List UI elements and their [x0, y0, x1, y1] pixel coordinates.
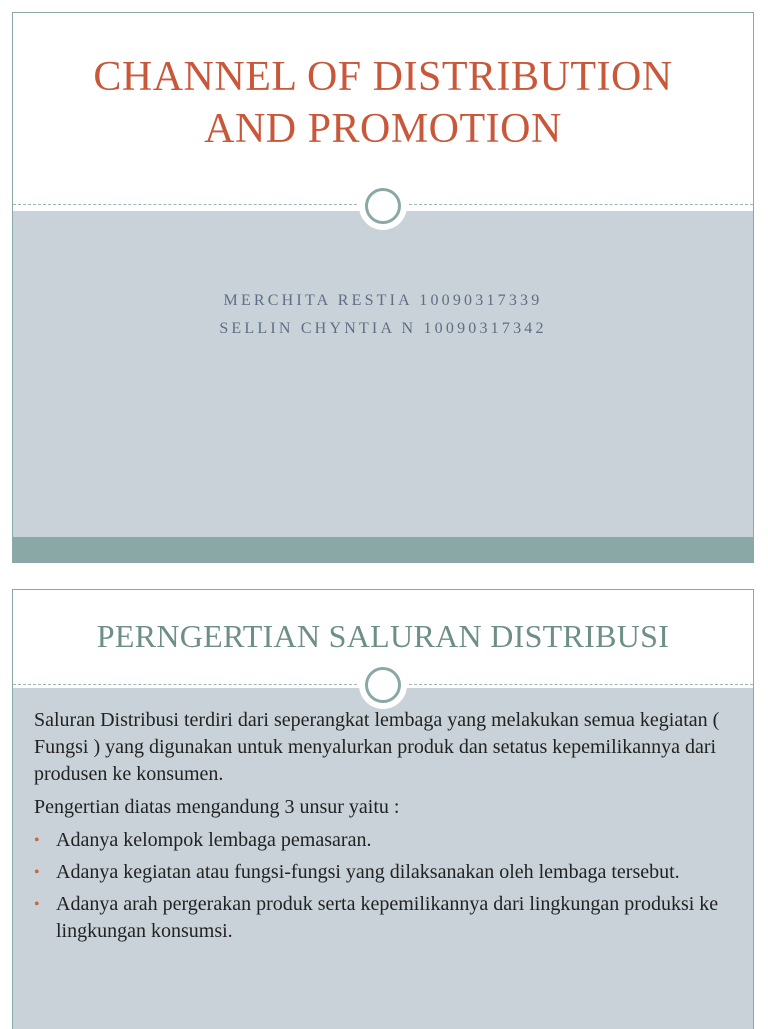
authors-list	[13, 287, 753, 343]
list-item-text: Adanya arah pergerakan produk serta kepemilikannya dari lingkungan produksi ke lingkungan konsumsi.	[56, 893, 719, 942]
slide-title	[12, 12, 754, 563]
bullet-list	[34, 827, 733, 945]
bullet-dot-icon: •	[34, 864, 40, 881]
bullet-dot-icon: •	[34, 832, 40, 849]
title-line-2: AND PROMOTION	[204, 106, 562, 152]
slide-content	[12, 589, 754, 1029]
body-paragraph: Pengertian diatas mengandung 3 unsur yaitu :	[34, 796, 400, 818]
list-item	[34, 859, 733, 886]
body-paragraph: Saluran Distribusi terdiri dari seperangkat lembaga yang melakukan semua kegiatan ( Fungsi ) yang digunakan untuk menyalurkan produk dan setatus kepemilikannya dari produsen ke konsumen.	[34, 709, 720, 785]
footer-bar	[13, 537, 753, 563]
title-area	[13, 13, 753, 205]
title-line-1: CHANNEL OF DISTRIBUTION	[93, 54, 673, 100]
list-item	[34, 891, 733, 945]
slide-heading: PERNGERTIAN SALURAN DISTRIBUSI	[96, 618, 670, 654]
slide-body	[34, 707, 733, 950]
list-item-text: Adanya kegiatan atau fungsi-fungsi yang dilaksanakan oleh lembaga tersebut.	[56, 861, 680, 883]
bullet-dot-icon: •	[34, 896, 40, 913]
list-item	[34, 827, 733, 854]
author-line-1: MERCHITA RESTIA 10090317339	[223, 292, 543, 309]
circle-ring-icon	[359, 661, 407, 709]
list-item-text: Adanya kelompok lembaga pemasaran.	[56, 829, 372, 851]
author-line-2: SELLIN CHYNTIA N 10090317342	[219, 320, 547, 337]
subtitle-panel	[13, 211, 753, 537]
circle-ring-icon	[359, 182, 407, 230]
slide-title-heading	[93, 51, 672, 155]
